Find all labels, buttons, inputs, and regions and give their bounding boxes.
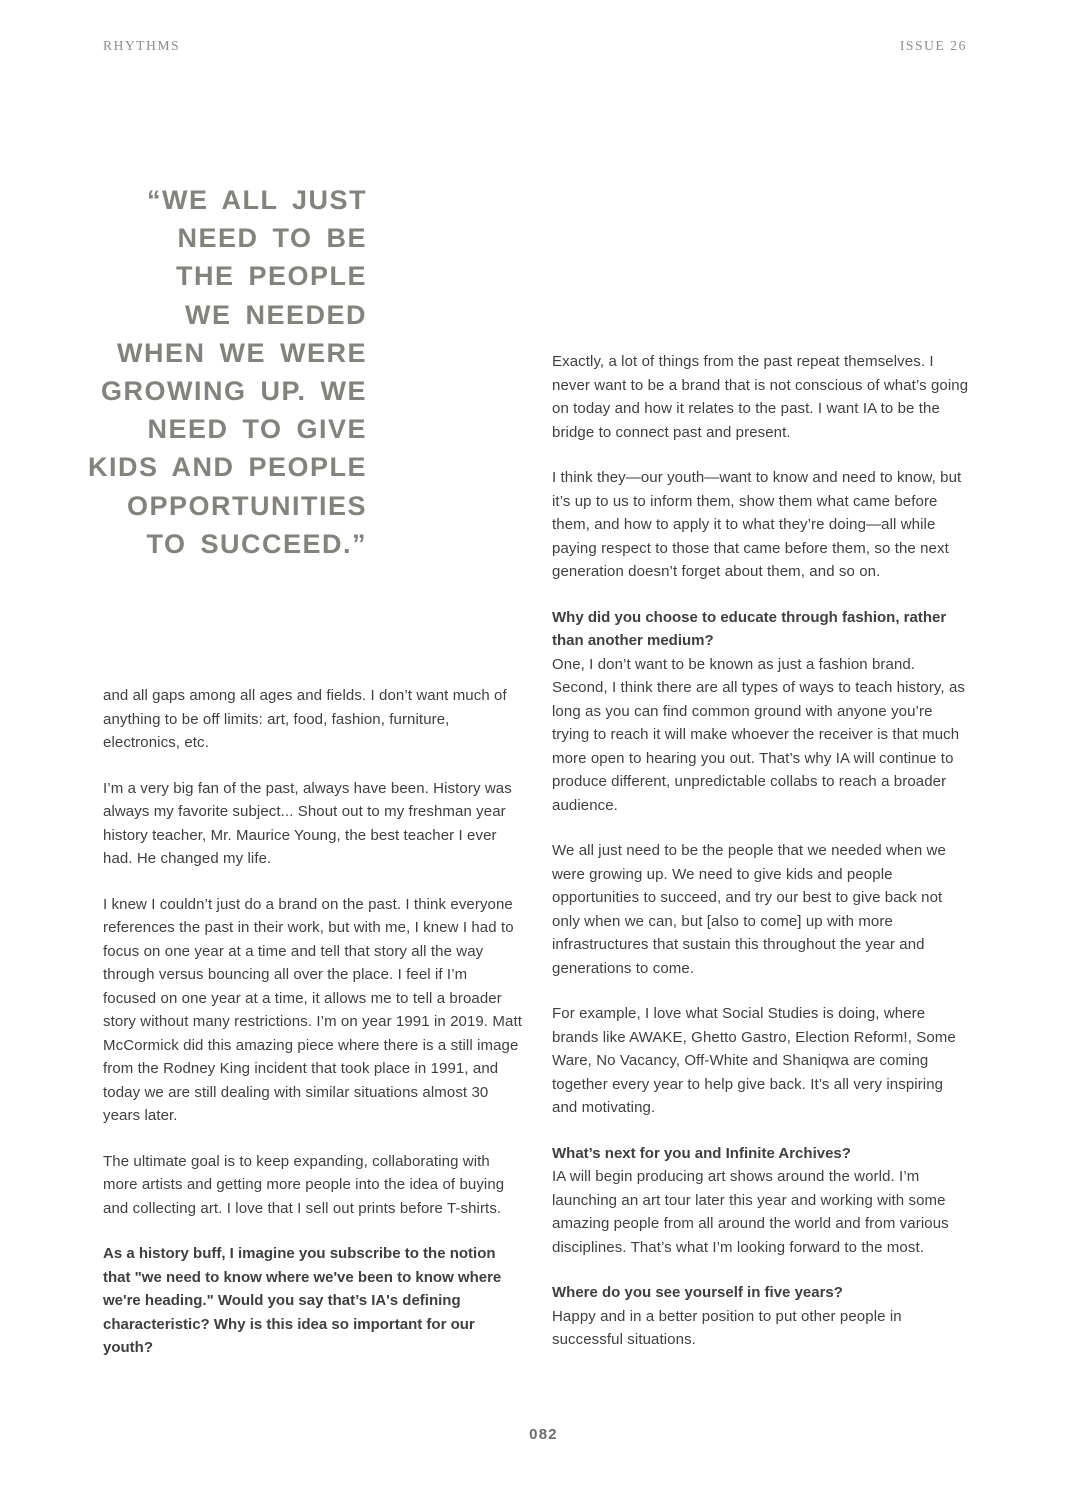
answer-paragraph: IA will begin producing art shows around the world. I’m launching an art tour later this year and working with some amazing people from all around the world and from various disciplines. That’s what I’m looking forward to the most. [552,1168,949,1256]
body-paragraph: and all gaps among all ages and fields. I don’t want much of anything to be off limits: art, food, fashion, furniture, electronics, etc. [103,687,507,751]
body-paragraph: We all just need to be the people that we needed when we were growing up. We need to give kids and people opportunities to succeed, and try our best to give back not only when we can, but [also to come] up with more infrastructures that sustain this throughout the year and generations to come. [552,842,946,977]
question-paragraph: Why did you choose to educate through fashion, rather than another medium? [552,608,947,649]
magazine-title: RHYTHMS [103,38,181,53]
page-footer [0,1426,1087,1443]
pull-quote-line: GROWING UP. WE [100,376,367,407]
pull-quote-line: KIDS AND PEOPLE [87,452,367,483]
answer-paragraph: One, I don’t want to be known as just a fashion brand. Second, I think there are all types of ways to teach history, as long as you can find common ground with anyone you’re trying to reach it will make whoever the receiver is that much more open to hearing you out. That’s why IA will continue to produce different, unpredictable collabs to reach a broader audience. [552,655,965,814]
pull-quote-line: WHEN WE WERE [117,337,367,368]
question-paragraph: What’s next for you and Infinite Archives? [552,1144,851,1162]
pull-quote-line: THE PEOPLE [175,261,367,292]
pull-quote-line: NEED TO GIVE [147,414,367,445]
pull-quote-line: OPPORTUNITIES [126,490,367,521]
pull-quote [0,181,367,563]
answer-paragraph: Happy and in a better position to put other people in successful situations. [552,1307,902,1348]
issue-label: ISSUE 26 [899,38,967,53]
right-column [552,350,972,1352]
body-paragraph: I think they—our youth—want to know and need to know, but it’s up to us to inform them, show them what came before them, and how to apply it to what they’re doing—all while paying respect to those that came before them, so the next generation doesn’t forget about them, and so on. [552,469,962,580]
pull-quote-line: TO SUCCEED.” [146,528,367,559]
question-paragraph: Where do you see yourself in five years? [552,1284,843,1301]
pull-quote-line: “WE ALL JUST [146,185,367,215]
left-column [103,684,523,1360]
page-number: 082 [529,1426,558,1443]
pull-quote-line: WE NEEDED [184,299,367,330]
pull-quote-line: NEED TO BE [177,223,367,254]
body-paragraph: For example, I love what Social Studies is doing, where brands like AWAKE, Ghetto Gastro, Election Reform!, Some Ware, No Vacancy, Off-White and Shaniqwa are coming together every year to help give back. It’s all very inspiring and motivating. [552,1005,956,1116]
body-paragraph: Exactly, a lot of things from the past repeat themselves. I never want to be a brand that is not conscious of what’s going on today and how it relates to the past. I want IA to be the bridge to connect past and present. [552,353,969,441]
body-paragraph: I knew I couldn’t just do a brand on the past. I think everyone references the past in their work, but with me, I knew I had to focus on one year at a time and tell that story all the way through versus bouncing all over the place. I feel if I’m focused on one year at a time, it allows me to tell a broader story without many restrictions. I’m on year 1991 in 2019. Matt McCormick did this amazing piece where there is a still image from the Rodney King incident that took place in 1991, and today we are still dealing with similar situations almost 30 years later. [103,895,522,1124]
page-header [103,38,967,54]
question-paragraph: As a history buff, I imagine you subscribe to the notion that "we need to know where we've been to know where we're heading." Would you say that’s IA's defining characteristic? Why is this idea so important for our youth? [103,1245,502,1356]
body-paragraph: I’m a very big fan of the past, always have been. History was always my favorite subject... Shout out to my freshman year history teacher, Mr. Maurice Young, the best teacher I ever had. He changed my life. [103,779,512,867]
body-paragraph: The ultimate goal is to keep expanding, collaborating with more artists and getting more people into the idea of buying and collecting art. I love that I sell out prints before T-shirts. [103,1152,505,1217]
